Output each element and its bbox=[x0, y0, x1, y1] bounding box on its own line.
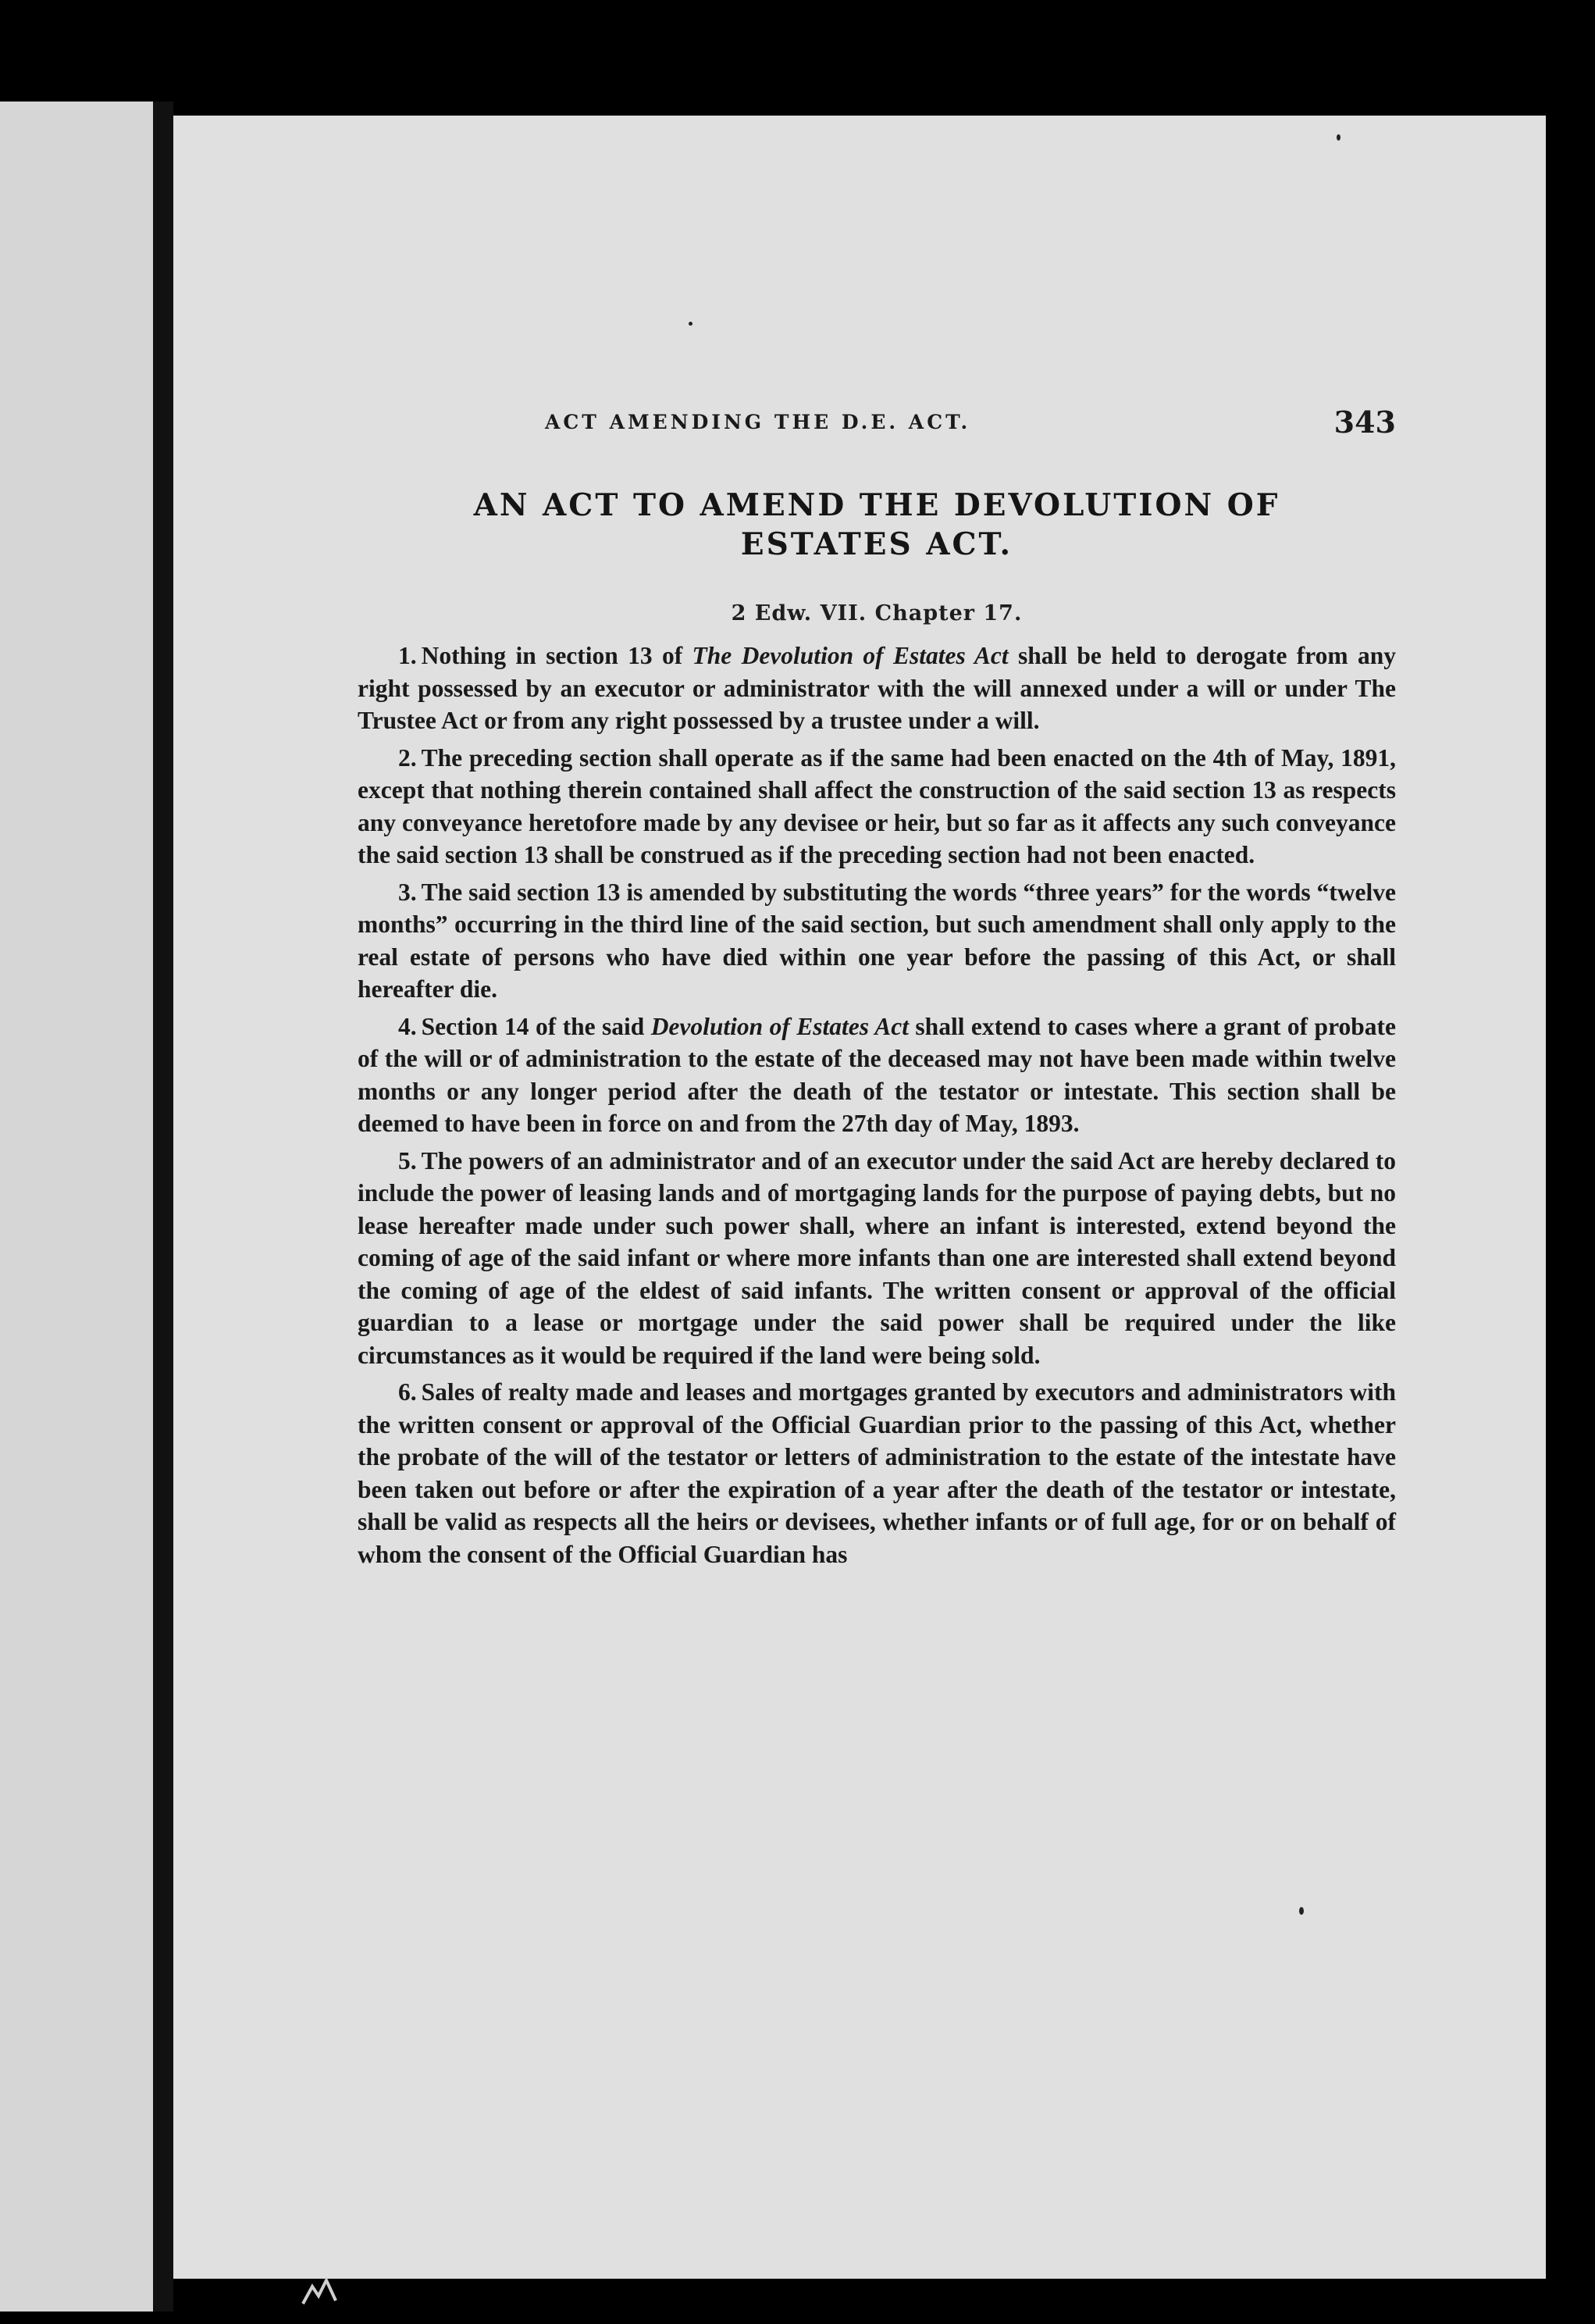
section-number: 4. bbox=[398, 1012, 417, 1040]
section-text: The preceding section shall operate as if the same had been enacted on the 4th of May, 1891, except that nothing therein contained shall affect the construction of the said section 13 as respects any conveyance heretofore made by any devisee or heir, but so far as it affects any such conveyance the said section 13 shall be construed as if the preceding section had not been enacted. bbox=[358, 743, 1396, 868]
act-title-line-2: ESTATES ACT. bbox=[740, 526, 1013, 562]
act-title bbox=[358, 486, 1396, 564]
dust-speck bbox=[689, 322, 692, 326]
section-text: The powers of an administrator and of an executor under the said Act are hereby declared to include the power of leasing lands and of mortgaging lands for the purpose of paying debts, but no lease hereafter made under such power shall, where an infant is interested, extend beyond the coming of age of the said infant or where more infants than one are interested shall extend beyond the coming of age of the eldest of said infants. The written consent or approval of the official guardian to a lease or mortgage under the said power shall be required under the like circumstances as it would be required if the land were being sold. bbox=[358, 1146, 1396, 1369]
book-page bbox=[173, 116, 1546, 2279]
scan-artifact-mark bbox=[295, 2265, 350, 2312]
act-section-3 bbox=[358, 876, 1396, 1006]
section-number: 1. bbox=[398, 642, 417, 669]
book-gutter bbox=[153, 102, 173, 2312]
dust-speck bbox=[1337, 134, 1340, 141]
act-section-5 bbox=[358, 1145, 1396, 1372]
section-text: Section 14 of the said bbox=[421, 1012, 651, 1040]
act-sections bbox=[358, 640, 1396, 1570]
section-number: 2. bbox=[398, 743, 417, 772]
chapter-reference: 2 Edw. VII. Chapter 17. bbox=[731, 601, 1023, 626]
act-section-4 bbox=[358, 1011, 1396, 1140]
dust-speck bbox=[1299, 1907, 1304, 1915]
section-text: The said section 13 is amended by substituting the words “three years” for the words “twelve months” occurring in the third line of the said section, but such amendment shall only apply to the real estate of persons who have died within one year before the passing of this Act, or shall hereafter die. bbox=[358, 878, 1396, 1003]
section-text: Nothing in section 13 of bbox=[421, 642, 692, 669]
section-number: 3. bbox=[398, 878, 417, 906]
previous-page-edge bbox=[0, 102, 153, 2312]
running-head-title: ACT AMENDING THE D.E. ACT. bbox=[545, 411, 971, 433]
section-number: 5. bbox=[398, 1146, 417, 1174]
section-text: Sales of realty made and leases and mortgages granted by executors and administrators with the written consent or approval of the Official Guardian prior to the passing of this Act, whether the probate of the will of the testator or letters of administration to the estate of the intestate have been taken out before or after the expiration of a year after the death of the testator or intestate, shall be valid as respects all the heirs or devisees, whether infants or of full age, for or on behalf of whom the consent of the Official Guardian has bbox=[358, 1378, 1396, 1568]
page-content bbox=[358, 397, 1396, 1575]
act-name-italic: Devolution of Estates Act bbox=[650, 1012, 909, 1040]
act-title-line-1: AN ACT TO AMEND THE DEVOLUTION OF bbox=[473, 487, 1280, 523]
section-text-continued: shall extend to cases where a grant of probate of the will or of administration to the estate of the deceased may not have been made within twelve months or any longer period after the death of the testator or intestate. This section shall be deemed to have been in force on and from the 27th day of May, 1893. bbox=[358, 1012, 1396, 1137]
running-head bbox=[358, 397, 1396, 451]
act-name-italic: The Devolution of Estates Act bbox=[692, 642, 1009, 669]
act-section-6 bbox=[358, 1376, 1396, 1570]
act-section-1 bbox=[358, 640, 1396, 737]
act-section-2 bbox=[358, 742, 1396, 872]
section-text-continued: shall be held to derogate from any right possessed by an executor or administrator with the will annexed under a will or under The Trustee Act or from any right possessed by a trustee under a will. bbox=[358, 642, 1396, 734]
page-number: 343 bbox=[1333, 405, 1396, 440]
section-number: 6. bbox=[398, 1378, 417, 1406]
